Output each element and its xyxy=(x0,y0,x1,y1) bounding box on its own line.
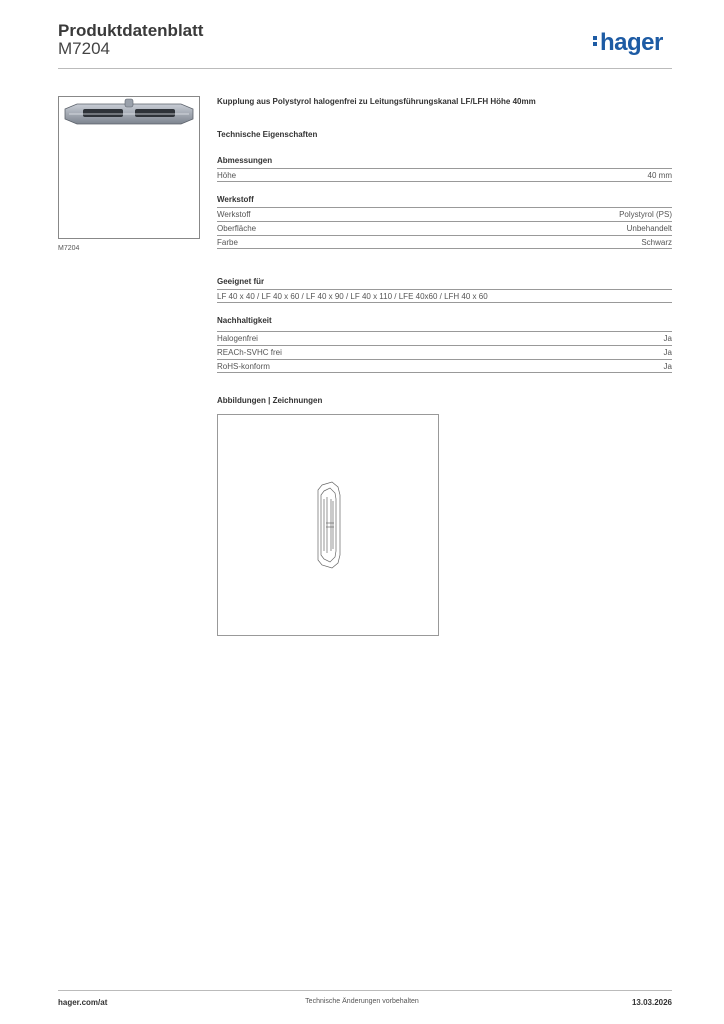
technical-drawing xyxy=(217,414,439,636)
footer-disclaimer: Technische Änderungen vorbehalten xyxy=(305,998,419,1005)
section-title-geeignet: Geeignet für xyxy=(217,277,265,286)
spec-value: Ja xyxy=(663,334,672,343)
spec-value: 40 mm xyxy=(647,171,672,180)
page-title: Produktdatenblatt xyxy=(58,21,204,40)
spec-row xyxy=(217,207,672,221)
spec-row xyxy=(217,289,672,303)
coupler-photo-icon xyxy=(59,97,199,238)
spec-row xyxy=(217,359,672,373)
spec-key: Höhe xyxy=(217,171,237,180)
spec-key: REACh-SVHC frei xyxy=(217,348,282,357)
spec-value: Polystyrol (PS) xyxy=(619,210,672,219)
spec-key: LF 40 x 40 / LF 40 x 60 / LF 40 x 90 / LF 40 x 110 / LFE 40x60 / LFH 40 x 60 xyxy=(217,292,488,301)
spec-value: Ja xyxy=(663,362,672,371)
spec-key: RoHS-konform xyxy=(217,362,270,371)
section-title-abbildungen: Abbildungen | Zeichnungen xyxy=(217,396,323,405)
section-title-nachhaltigkeit: Nachhaltigkeit xyxy=(217,316,272,325)
spec-key: Werkstoff xyxy=(217,210,251,219)
spec-row xyxy=(217,235,672,249)
tech-properties-heading: Technische Eigenschaften xyxy=(217,130,318,139)
spec-value: Ja xyxy=(663,348,672,357)
product-thumbnail xyxy=(58,96,200,239)
spec-row xyxy=(217,331,672,345)
logo-text: hager xyxy=(600,29,663,56)
spec-key: Farbe xyxy=(217,238,238,247)
spec-key: Halogenfrei xyxy=(217,334,258,343)
thumbnail-caption: M7204 xyxy=(58,245,80,252)
footer-date: 13.03.2026 xyxy=(631,998,672,1007)
spec-value: Unbehandelt xyxy=(626,224,672,233)
spec-row xyxy=(217,221,672,235)
section-title-werkstoff: Werkstoff xyxy=(217,195,254,204)
footer-website-link[interactable]: hager.com/at xyxy=(58,998,108,1007)
section-title-abmessungen: Abmessungen xyxy=(217,156,273,165)
header-divider xyxy=(58,68,672,69)
spec-value: Schwarz xyxy=(641,238,672,247)
hager-logo[interactable] xyxy=(593,29,663,57)
logo-colon-icon xyxy=(593,34,597,48)
spec-key: Oberfläche xyxy=(217,224,257,233)
footer-divider xyxy=(58,990,672,991)
spec-row xyxy=(217,345,672,359)
coupler-drawing-icon xyxy=(218,415,438,635)
product-number: M7204 xyxy=(58,39,110,58)
product-description: Kupplung aus Polystyrol halogenfrei zu Leitungsführungskanal LF/LFH Höhe 40mm xyxy=(217,97,536,106)
spec-row xyxy=(217,168,672,182)
